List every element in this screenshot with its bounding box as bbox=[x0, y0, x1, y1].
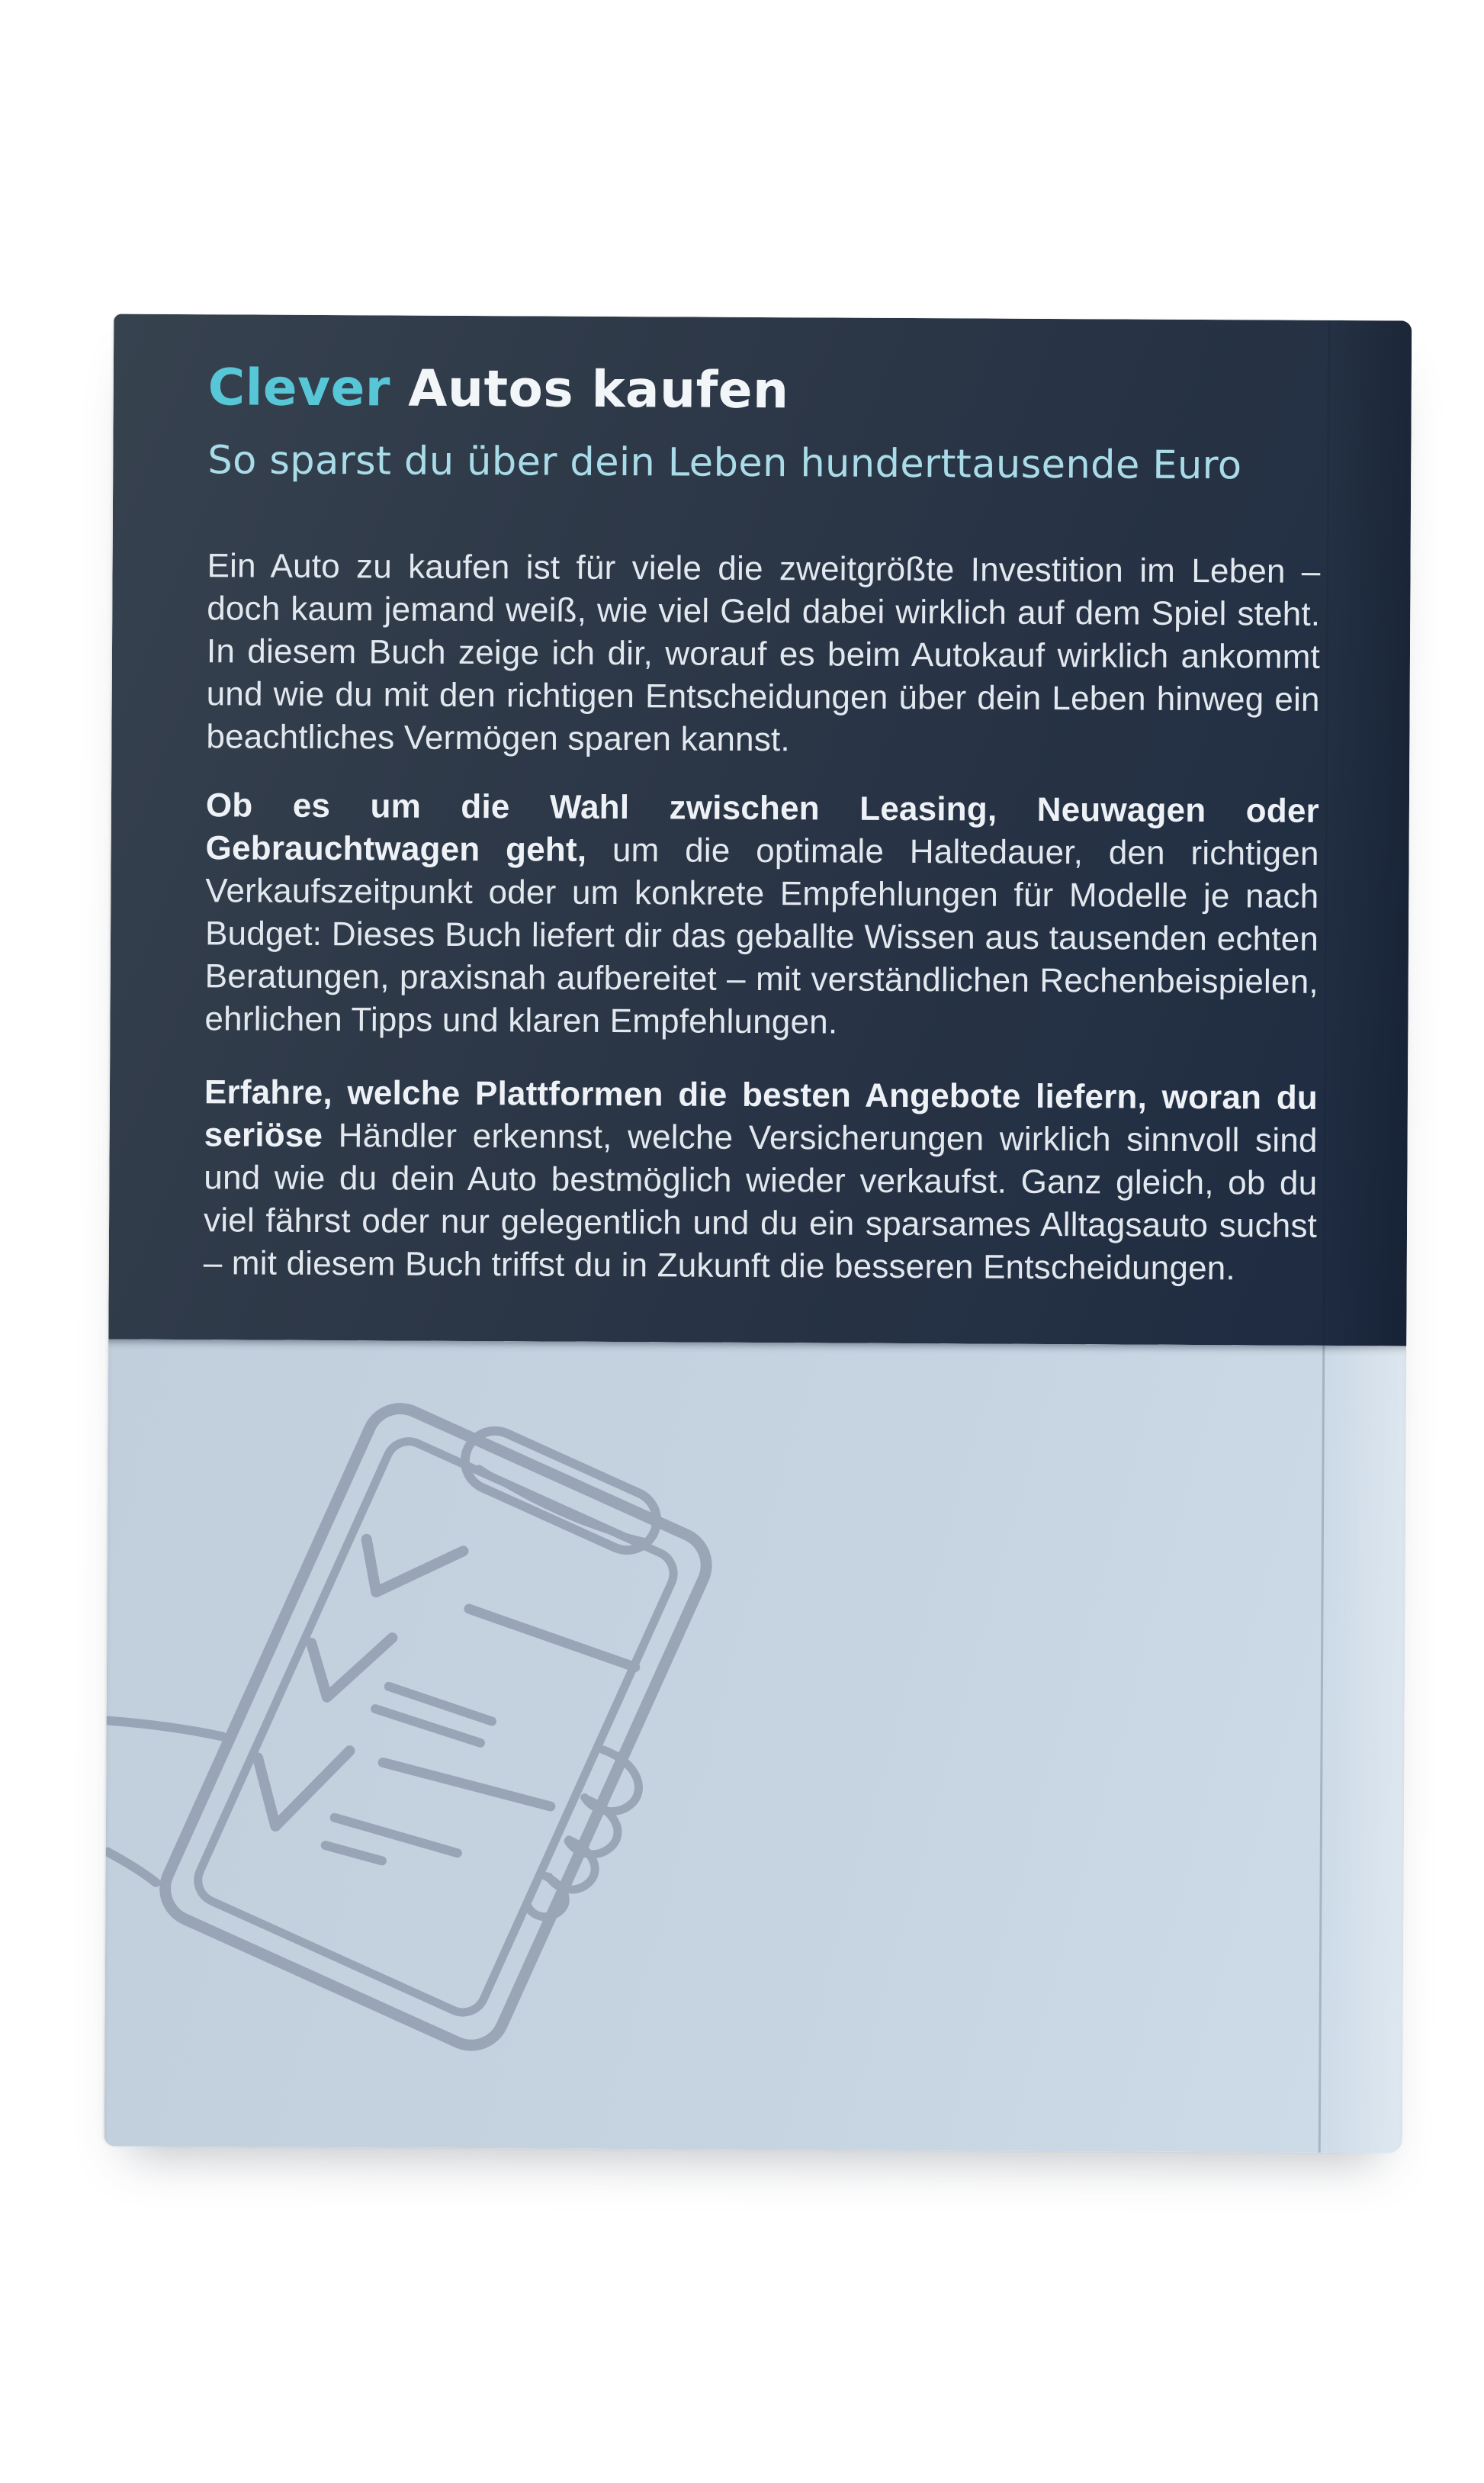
checklist-line bbox=[335, 1801, 458, 1870]
checklist-line bbox=[383, 1736, 551, 1833]
arm-line-upper bbox=[108, 1721, 223, 1737]
checklist-line bbox=[326, 1837, 382, 1869]
book-subtitle: So sparst du über dein Leben hunderttausende Euro bbox=[207, 438, 1242, 489]
cover-light-section bbox=[104, 1340, 1407, 2153]
blurb-paragraph-3-bold-lead: Erfahre, welche Plattformen die besten Angebote liefern, woran du seriöse bbox=[204, 1073, 1319, 1154]
book-back-cover bbox=[104, 314, 1412, 2153]
blurb-paragraph-2-rest: um die optimale Haltedauer, den richtigen Verkaufszeitpunkt oder um konkrete Empfehlungen für Modelle je nach Budget: Dieses Buch liefert dir das geballte Wissen aus tausenden echten Beratungen, praxisnah aufbereitet – mit verständlichen Rechenbeispielen, ehrlichen Tipps und klaren Empfehlungen. bbox=[204, 831, 1319, 1041]
arm-line-lower bbox=[108, 1852, 156, 1883]
blurb-paragraph-3-rest: Händler erkennst, welche Versicherungen wirklich sinnvoll sind und wie du dein Auto bestmöglich wieder verkaufst. Ganz gleich, ob du viel fährst oder nur gelegentlich und du ein sparsames Alltagsauto suchst – mit diesem Buch triffst du in Zukunft die besseren Entscheidungen. bbox=[203, 1116, 1318, 1287]
blurb-paragraph-2-bold-lead: Ob es um die Wahl zwischen Leasing, Neuwagen oder Gebrauchtwagen geht, bbox=[205, 786, 1320, 869]
title-accent: Clever bbox=[207, 358, 391, 418]
checkmark-icon bbox=[349, 1513, 464, 1618]
checklist-line bbox=[469, 1595, 635, 1681]
blurb-paragraph-2 bbox=[204, 784, 1319, 1047]
cover-edge-shade-dark bbox=[1321, 320, 1412, 1346]
clipboard-group bbox=[154, 1381, 750, 2068]
blurb-paragraph-3 bbox=[204, 1071, 1318, 1291]
checklist-line bbox=[375, 1698, 480, 1755]
book-title bbox=[208, 359, 1322, 423]
cover-dark-section bbox=[108, 314, 1412, 1346]
clipboard-checklist-illustration bbox=[104, 1340, 1407, 2153]
blurb-paragraph-1: Ein Auto zu kaufen ist für viele die zweitgrößte Investition im Leben – doch kaum jemand weiß, wie viel Geld dabei wirklich auf dem Spiel steht. In diesem Buch zeige ich dir, worauf es beim Autokauf wirklich ankommt und wie du mit den richtigen Entscheidungen über dein Leben hinweg ein beachtliches Vermögen sparen kannst. bbox=[206, 546, 1321, 758]
title-main: Autos kaufen bbox=[390, 359, 789, 420]
checkmark-icon bbox=[235, 1718, 349, 1841]
